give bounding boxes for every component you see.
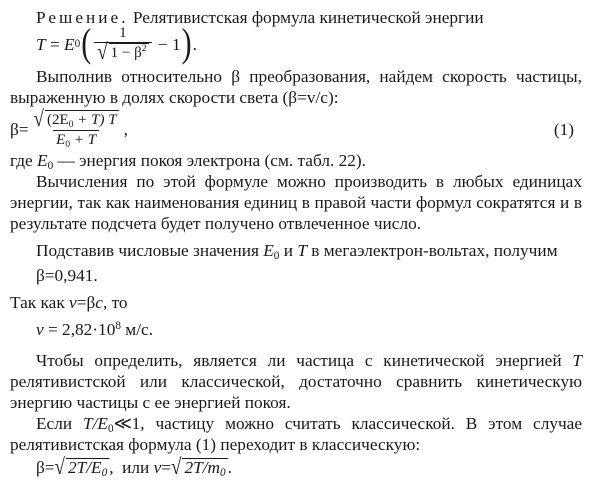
f1-fraction [94,25,151,66]
sqrt-icon: √ [54,454,65,481]
f1-tail: − 1 [153,34,181,54]
formula-beta-value: β=0,941. [36,266,98,285]
f1-lhs: T [36,34,46,54]
paragraph-where: где $E_0$ — энергия покоя электрона (см. табл. 22). [10,151,366,172]
paragraph-since: Так как v=βc, то [10,293,128,312]
f1-end: . [192,34,197,54]
f2-fraction [31,106,122,150]
f2-numerator [31,106,122,132]
formula-classical: β = √ $2T/E_0$ , или v = √ $2T/m_0$ . [36,454,232,481]
f1-paren-close: ) [181,21,192,66]
paragraph-units: Вычисления по этой формуле можно производить в любых единицах энергии, так как наименования единиц в правой части формул сократятся и в результате подсчета будет получено отвлеченное число. [10,172,582,233]
f2-den-sub: 0 [65,138,71,150]
solution-heading: Решение. [36,8,129,27]
f2-radical [33,106,119,132]
f1-eq: = [45,34,65,54]
equation-number: (1) [553,119,574,139]
f2-lhs: β [10,119,19,139]
f1-paren-open: ( [81,21,92,66]
intro-text: Релятивистская формула кинетической энергии [128,8,484,27]
f2-end: , [123,119,128,139]
f2-den-e: E [56,131,66,148]
formula-velocity-value: $v = 2,82\cdot 10^8$ м/с. [36,320,154,339]
f2-num-rest: + T) T [73,111,117,128]
paragraph-substitute: Подставив числовые значения $E_0$ и T в мегаэлектрон-вольтах, получим [36,241,558,262]
f1-radical-pow: 2 [141,43,147,54]
sqrt-icon: √ [33,106,44,132]
f2-eq: = [18,119,29,139]
f5-radical-beta: √ $2T/E_0$ [54,454,108,481]
paragraph-determine: Чтобы определить, является ли частица с кинетической энергией T релятивистской или классической, достаточно сравнить кинетическую энергию частицы с ее энергией покоя. [10,351,582,412]
f1-denominator [94,39,151,66]
paragraph-transform: Выполнив относительно β преобразования, найдем скорость частицы, выраженную в долях скорости света (β=v/c): [10,67,582,107]
f2-num-body: (2E [46,111,69,128]
f2-num-sub: 0 [68,118,74,130]
f2-denominator [53,130,99,149]
f1-e0: E [64,34,75,54]
f1-radical [97,39,148,66]
sqrt-icon: √ [171,454,182,481]
sqrt-icon: √ [97,39,108,66]
f5-radical-v: √ $2T/m_0$ [171,454,226,481]
paragraph-classical: Если $T/E_0≪1$, частицу можно считать классической. В этом случае релятивистская формула (1) переходит в классическую: [10,414,582,454]
formula-kinetic-energy: T = E 0 ( 1 √ $1 - \beta^2$ − 1 ) . [36,21,197,66]
f1-numerator: 1 [119,25,127,41]
formula-beta [10,108,582,150]
f2-den-rest: + T [70,131,97,148]
f1-radical-body: 1 − β [110,45,142,61]
